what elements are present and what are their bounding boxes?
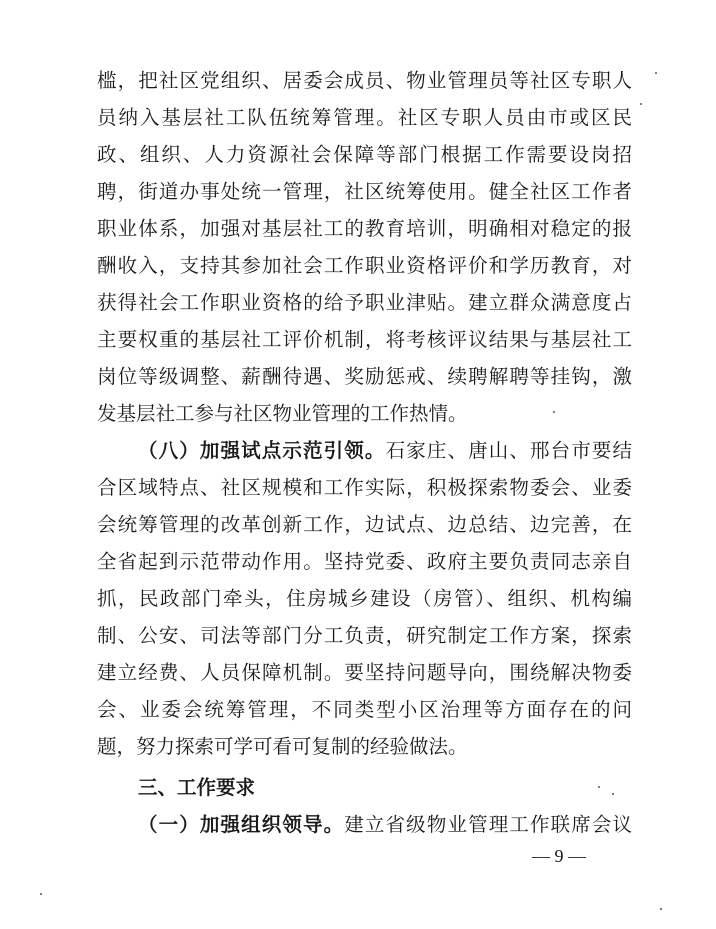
text-line: 聘，街道办事处统一管理，社区统筹使用。健全社区工作者 [97, 180, 632, 203]
text-line: 岗位等级调整、薪酬待遇、奖励惩戒、续聘解聘等挂钩，激 [97, 365, 632, 388]
text-line: 主要权重的基层社工评价机制，将考核评议结果与基层社工 [97, 328, 632, 351]
text-line: 全省起到示范带动作用。坚持党委、政府主要负责同志亲自 [97, 550, 632, 573]
scan-speck [598, 786, 600, 788]
text-line: 槛，把社区党组织、居委会成员、物业管理员等社区专职人 [97, 69, 632, 92]
text-line: 会、业委会统筹管理，不同类型小区治理等方面存在的问 [97, 698, 632, 721]
text-line: 发基层社工参与社区物业管理的工作热情。 [97, 402, 468, 425]
paragraph-lead: （一）加强组织领导。 [138, 813, 345, 836]
paragraph-text: 石家庄、唐山、邢台市要结 [385, 439, 632, 462]
text-line: 会统筹管理的改革创新工作，边试点、边总结、边完善，在 [97, 513, 632, 536]
text-line: 酬收入，支持其参加社会工作职业资格评价和学历教育，对 [97, 254, 632, 277]
scan-speck [612, 793, 614, 795]
text-line: 题，努力探索可学可看可复制的经验做法。 [97, 735, 468, 758]
text-line: 职业体系，加强对基层社工的教育培训，明确相对稳定的报 [97, 217, 632, 240]
paragraph-lead: （八）加强试点示范引领。 [138, 439, 386, 462]
scan-speck [553, 411, 555, 413]
text-line: 制、公安、司法等部门分工负责，研究制定工作方案，探索 [97, 624, 632, 647]
text-line: 员纳入基层社工队伍统筹管理。社区专职人员由市或区民 [97, 106, 632, 129]
scan-speck [40, 893, 42, 895]
page-number: — 9 — [532, 846, 586, 866]
scan-speck [640, 103, 642, 105]
text-line: 合区域特点、社区规模和工作实际，积极探索物委会、业委 [97, 476, 632, 499]
text-line: 获得社会工作职业资格的给予职业津贴。建立群众满意度占 [97, 291, 632, 314]
text-line [138, 434, 632, 468]
text-line: 抓，民政部门牵头，住房城乡建设（房管）、组织、机构编 [97, 587, 632, 610]
text-line: 政、组织、人力资源社会保障等部门根据工作需要设岗招 [97, 143, 632, 166]
scan-speck [655, 72, 657, 74]
section-heading: 三、工作要求 [138, 776, 256, 799]
scan-speck [660, 908, 662, 910]
text-line: 建立经费、人员保障机制。要坚持问题导向，围绕解决物委 [97, 661, 632, 684]
paragraph-text: 建立省级物业管理工作联席会议 [344, 813, 632, 836]
paragraph-3 [138, 808, 632, 842]
